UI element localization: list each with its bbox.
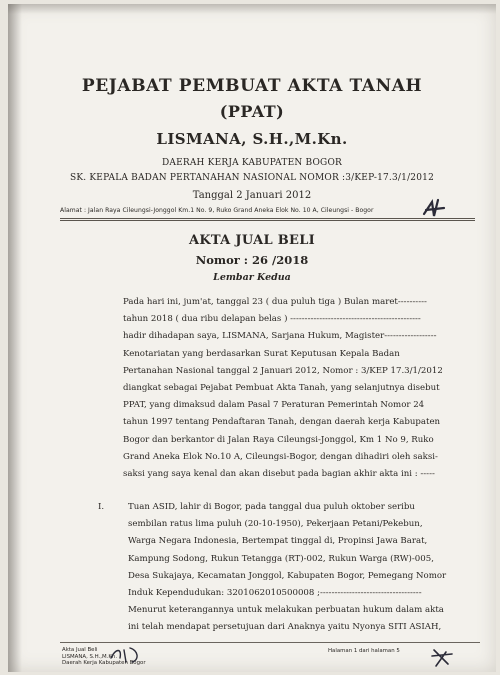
footer-divider bbox=[60, 642, 480, 643]
document-page bbox=[8, 4, 496, 672]
section-line: Induk Kependudukan: 3201062010500008 ;----------------------------------- bbox=[128, 587, 422, 598]
deed-number: Nomor : 26 /2018 bbox=[195, 253, 309, 267]
opening-line: diangkat sebagai Pejabat Pembuat Akta Tanah, yang selanjutnya disebut bbox=[123, 382, 440, 393]
opening-line: saksi yang saya kenal dan akan disebut pada bagian akhir akta ini : ----- bbox=[123, 468, 435, 479]
signature-mark-footer-right bbox=[428, 646, 456, 670]
sheet-label: Lembar Kedua bbox=[213, 272, 291, 283]
section-line: Desa Sukajaya, Kecamatan Jonggol, Kabupaten Bogor, Pemegang Nomor bbox=[128, 570, 447, 581]
page-number: Halaman 1 dari halaman 5 bbox=[328, 648, 400, 654]
deed-title: AKTA JUAL BELI bbox=[188, 233, 316, 248]
office-address: Alamat : Jalan Raya Cileungsi-Jonggol Km.1 No. 9, Ruko Grand Aneka Elok No. 10 A, Cileungsi - Bogor bbox=[60, 207, 374, 214]
footer-line: LISMANA, S.H.,M.Kn. bbox=[62, 653, 118, 660]
opening-line: Pertanahan Nasional tanggal 2 Januari 2012, Nomor : 3/KEP 17.3/1/2012 bbox=[123, 365, 443, 376]
section-number: I. bbox=[98, 502, 105, 512]
opening-line: tahun 1997 tentang Pendaftaran Tanah, dengan daerah kerja Kabupaten bbox=[123, 417, 441, 428]
office-abbreviation: (PPAT) bbox=[219, 102, 285, 121]
signature-mark-footer-left bbox=[108, 644, 148, 666]
opening-line: Bogor dan berkantor di Jalan Raya Cileungsi-Jonggol, Km 1 No 9, Ruko bbox=[123, 434, 434, 445]
opening-line: Pada hari ini, jum'at, tanggal 23 ( dua puluh tiga ) Bulan maret---------- bbox=[123, 297, 427, 307]
section-line: sembilan ratus lima puluh (20-10-1950), Pekerjaan Petani/Pekebun, bbox=[128, 519, 423, 530]
top-shadow bbox=[8, 4, 496, 14]
official-name: LISMANA, S.H.,M.Kn. bbox=[156, 130, 348, 148]
section-text bbox=[128, 499, 480, 637]
opening-line: Kenotariatan yang berdasarkan Surat Keputusan Kepala Badan bbox=[123, 348, 400, 359]
opening-line: Grand Aneka Elok No.10 A, Cileungsi-Bogor, dengan dihadiri oleh saksi- bbox=[123, 451, 438, 462]
section-line: ini telah mendapat persetujuan dari Anaknya yaitu Nyonya SITI ASIAH, bbox=[128, 622, 442, 633]
section-line: Warga Negara Indonesia, Bertempat tinggal di, Propinsi Jawa Barat, bbox=[128, 536, 428, 547]
opening-line: PPAT, yang dimaksud dalam Pasal 7 Peraturan Pemerintah Nomor 24 bbox=[123, 400, 425, 411]
section-line: Menurut keterangannya untuk melakukan perbuatan hukum dalam akta bbox=[128, 605, 444, 616]
work-area: DAERAH KERJA KABUPATEN BOGOR bbox=[161, 158, 342, 168]
office-title: PEJABAT PEMBUAT AKTA TANAH bbox=[81, 76, 423, 96]
header-divider bbox=[60, 218, 475, 219]
footer-line: Daerah Kerja Kabupaten Bogor bbox=[62, 660, 146, 667]
decree-number: SK. KEPALA BADAN PERTANAHAN NASIONAL NOMOR :3/KEP-17.3/1/2012 bbox=[69, 173, 435, 183]
section-line: Kampung Sodong, Rukun Tetangga (RT)-002, Rukun Warga (RW)-005, bbox=[128, 553, 434, 564]
header-divider-double bbox=[60, 220, 475, 221]
signature-mark-header bbox=[420, 196, 450, 222]
decree-date: Tanggal 2 Januari 2012 bbox=[192, 190, 312, 201]
opening-paragraph bbox=[123, 294, 473, 483]
footer-line: Akta Jual Beli bbox=[62, 647, 98, 653]
opening-line: hadir dihadapan saya, LISMANA, Sarjana Hukum, Magister------------------ bbox=[123, 331, 437, 342]
opening-line: tahun 2018 ( dua ribu delapan belas ) --------------------------------------------- bbox=[123, 314, 421, 325]
section-line: Tuan ASID, lahir di Bogor, pada tanggal dua puluh oktober seribu bbox=[128, 502, 415, 512]
